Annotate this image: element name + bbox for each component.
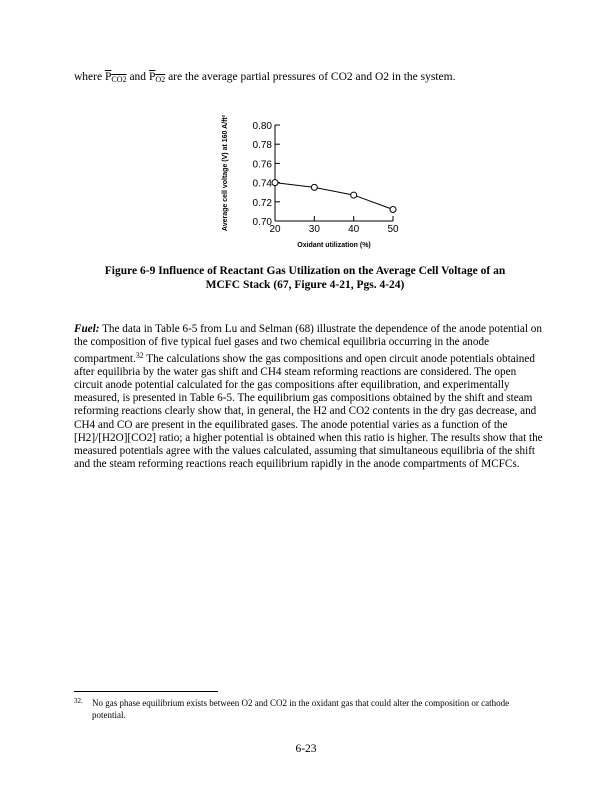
y-tick-label: 0.72 xyxy=(252,197,272,209)
y-tick-label: 0.76 xyxy=(252,159,272,171)
voltage-utilization-chart xyxy=(205,115,415,263)
x-tick-label: 30 xyxy=(308,224,320,235)
paragraph-part-1: The data in Table 6-5 from Lu and Selman (68) illustrate the dependence of the anode potential on the composition of five typical fuel gases and two chemical equilibria occurring in the anode compartment. xyxy=(74,323,542,366)
x-tick-label: 40 xyxy=(348,224,360,235)
y-axis-label: Average cell voltage (V) at 160 A/ft² xyxy=(222,115,229,232)
y-tick-label: 0.80 xyxy=(252,121,272,132)
p-co2-symbol: $P_{CO2}$ xyxy=(104,71,127,84)
fuel-paragraph xyxy=(74,323,546,471)
page-number: 6-23 xyxy=(295,743,317,755)
x-axis-label: Oxidant utilization (%) xyxy=(297,242,371,249)
footnote xyxy=(74,697,544,721)
paragraph-part-2: The calculations show the gas compositions and open circuit anode potentials obtained after equilibria by the water gas shift and CH4 steam reforming reactions are considered. The open circuit anode potential calculated for the gas compositions after equilibration, and experimentally measured, is presented in Table 6-5. The equilibrium gas compositions obtained by the shift and steam reforming reactions clearly show that, in general, the H2 and CO2 contents in the dry gas decrease, and CH4 and CO are present in the equilibrated gases. The anode potential varies as a function of the [H2]/[H2O][CO2] ratio; a higher potential is obtained when this ratio is higher. The results show that the measured potentials agree with the values calculated, assuming that simultaneous equilibria of the shift and the steam reforming reactions reach equilibrium rapidly in the anode compartments of MCFCs. xyxy=(74,353,543,470)
caption-line-1: Figure 6-9 Influence of Reactant Gas Utilization on the Average Cell Voltage of an xyxy=(104,265,506,277)
chart-svg xyxy=(205,115,415,263)
fuel-lead: Fuel: xyxy=(74,323,100,335)
data-point xyxy=(311,184,317,190)
y-tick-label: 0.78 xyxy=(252,140,272,152)
intro-rest: are the average partial pressures of CO2 and O2 in the system. xyxy=(168,71,456,83)
y-tick-label: 0.74 xyxy=(252,178,272,190)
data-point xyxy=(351,192,357,198)
footnote-mark: 32. xyxy=(74,697,83,705)
figure-caption xyxy=(74,264,536,292)
x-tick-label: 50 xyxy=(387,224,399,235)
caption-line-2: MCFC Stack (67, Figure 4-21, Pgs. 4-24) xyxy=(205,279,405,291)
data-point xyxy=(390,206,396,212)
y-tick-label: 0.70 xyxy=(252,217,272,228)
series-line xyxy=(275,183,393,210)
x-tick-label: 20 xyxy=(269,224,281,235)
intro-where: where xyxy=(74,71,103,83)
data-point xyxy=(272,180,278,186)
footnote-rule xyxy=(74,691,218,692)
intro-and: and xyxy=(129,71,147,83)
footnote-text: No gas phase equilibrium exists between O2 and CO2 in the oxidant gas that could alter the composition or cathode potential. xyxy=(92,698,510,720)
footnote-ref: 32 xyxy=(135,351,144,361)
p-o2-symbol: $P_{O2}$ xyxy=(148,71,166,84)
intro-line xyxy=(74,70,544,87)
